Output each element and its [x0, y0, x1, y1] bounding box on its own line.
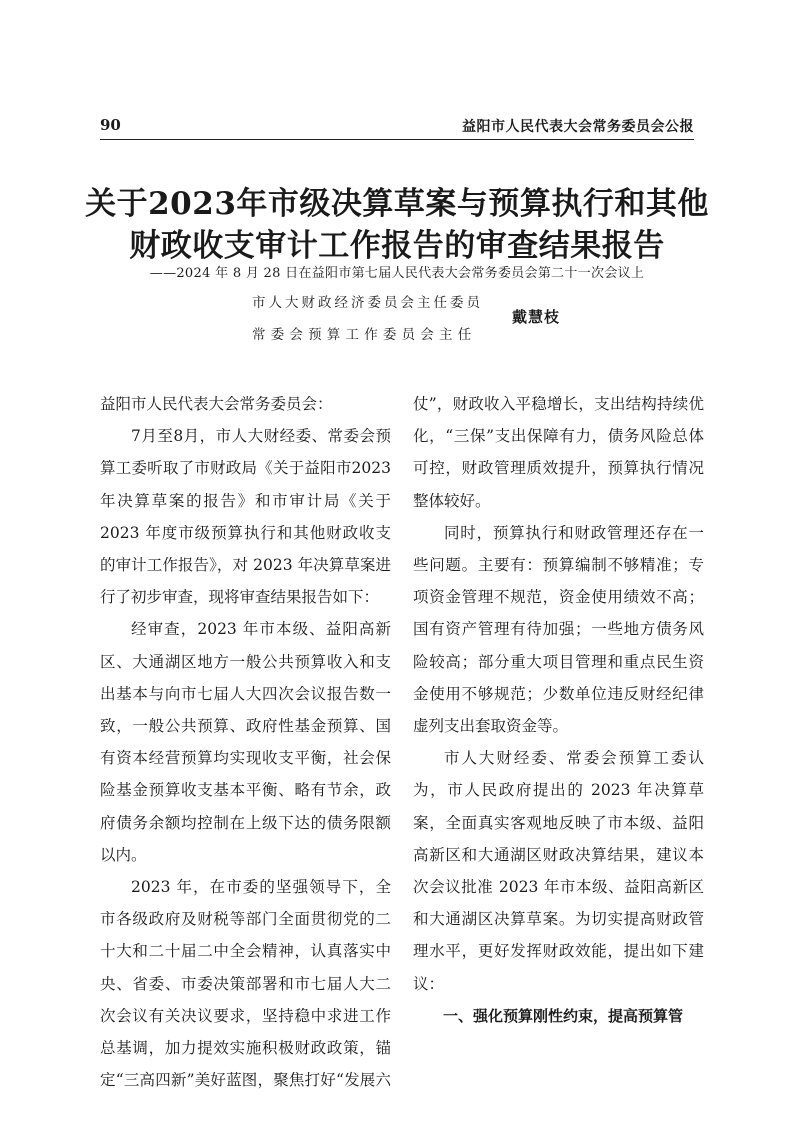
author-name: 戴慧枝 — [512, 308, 561, 326]
paragraph-3-part-1: 2023 年，在市委的坚强领导下，全市各级政府及财税等部门全面贯彻党的二十大和二十届二中全会精神，认真落实中央、省委、市委决策部署和市七届人大二次会议有关决议要求，坚持稳中求进工作总基调，加力提效实施积极财政政策，锚定“三高四新”美好蓝图，聚焦打好“发展六 — [100, 878, 391, 1090]
page-number: 90 — [100, 116, 121, 134]
header-rule — [100, 139, 694, 140]
paragraph-5: 市人大财经委、常委会预算工委认为，市人民政府提出的 2023 年决算草案，全面真实客观地反映了市本级、益阳高新区和大通湖区财政决算结果，建议本次会议批准 2023 年市本级、益阳高新区和大通湖区决算草案。为切实提高财政管理水平，更好发挥财政效能，提出如下建议： — [413, 749, 704, 993]
journal-name: 益阳市人民代表大会常务委员会公报 — [462, 119, 694, 135]
text-column-right — [413, 388, 704, 1032]
paragraph-4: 同时，预算执行和财政管理还存在一些问题。主要有：预算编制不够精准；专项资金管理不规范，资金使用绩效不高；国有资产管理有待加强；一些地方债务风险较高；部分重大项目管理和重点民生资金使用不够规范；少数单位违反财经纪律虚列支出套取资金等。 — [413, 523, 704, 736]
paragraph-1: 7月至8月，市人大财经委、常委会预算工委听取了市财政局《关于益阳市2023年决算草案的报告》和市审计局《关于 2023 年度市级预算执行和其他财政收支的审计工作报告》，对 2023 年决算草案进行了初步审查，现将审查结果报告如下： — [100, 427, 391, 607]
author-role-1: 市人大财政经济委员会主任委员 — [252, 295, 483, 311]
article-body-left — [100, 388, 391, 1096]
running-header — [100, 116, 694, 136]
subtitle: ——2024 年 8 月 28 日在益阳市第七届人民代表大会常务委员会第二十一次会议上 — [149, 266, 645, 281]
title-line-1: 关于2023年市级决算草案与预算执行和其他 — [85, 186, 709, 222]
author-role-2: 常委会预算工作委员会主任 — [252, 327, 477, 343]
paragraph-3-part-2: 仗”，财政收入平稳增长，支出结构持续优化，“三保”支出保障有力，债务风险总体可控，财政管理质效提升，预算执行情况整体较好。 — [413, 395, 704, 510]
salutation: 益阳市人民代表大会常务委员会： — [100, 395, 333, 413]
text-column-left — [100, 388, 391, 1096]
paragraph-2: 经审查，2023 年市本级、益阳高新区、大通湖区地方一般公共预算收入和支出基本与向市七届人大四次会议报告数一致，一般公共预算、政府性基金预算、国有资本经营预算均实现收支平衡，社会保险基金预算收支基本平衡、略有节余，政府债务余额均控制在上级下达的债务限额以内。 — [100, 620, 391, 864]
title-line-2: 财政收支审计工作报告的审查结果报告 — [129, 228, 665, 264]
article-body-right — [413, 388, 704, 1032]
section-heading-1: 一、强化预算刚性约束，提高预算管 — [443, 1006, 684, 1025]
